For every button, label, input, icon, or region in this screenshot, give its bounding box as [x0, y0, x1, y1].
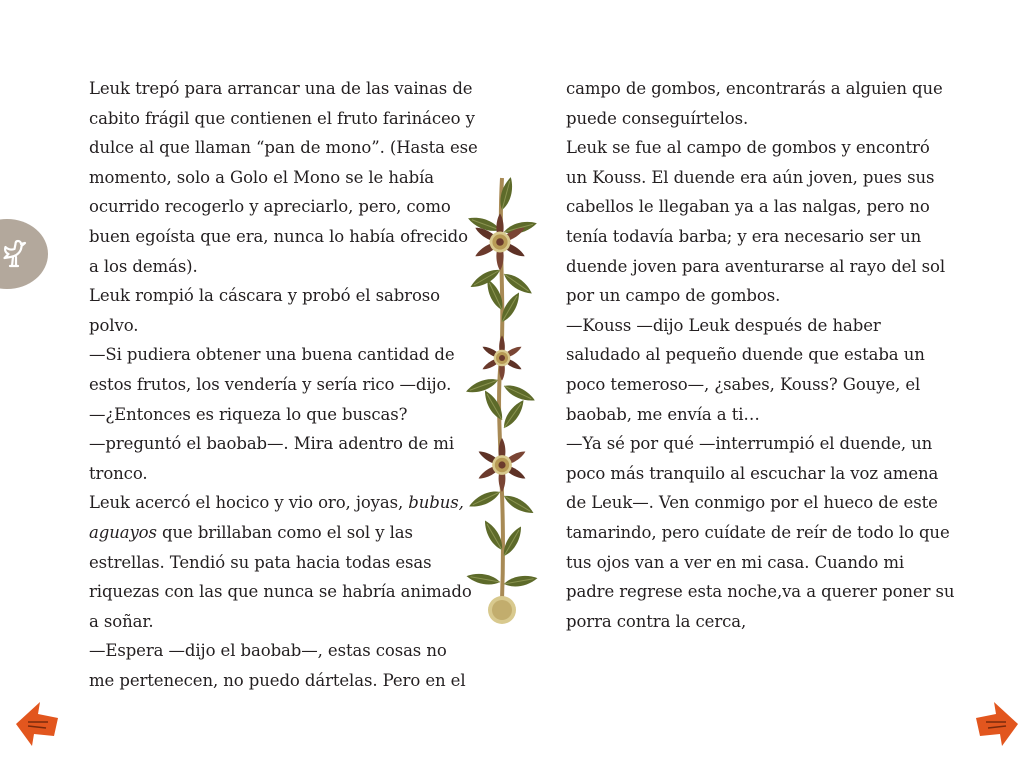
text-line: aguayos que brillaban como el sol y las	[89, 522, 413, 542]
text-line: a soñar.	[89, 611, 154, 631]
text-line: —preguntó el baobab—. Mira adentro de mi	[89, 434, 455, 454]
text-line: cabito frágil que contienen el fruto farináceo y	[89, 108, 475, 128]
text-line: saludado al pequeño duende que estaba un	[566, 345, 925, 365]
text-line: tenía todavía barba; y era necesario ser un	[566, 226, 922, 246]
text-line: momento, solo a Golo el Mono se le había	[89, 167, 435, 187]
previous-page-button[interactable]	[14, 698, 60, 748]
text-line: buen egoísta que era, nunca lo había ofrecido	[89, 226, 468, 246]
text-line: —Espera —dijo el baobab—, estas cosas no	[89, 641, 447, 661]
text-line: polvo.	[89, 315, 139, 335]
text-line: tamarindo, pero cuídate de reír de todo lo que	[566, 522, 950, 542]
text-line: estrellas. Tendió su pata hacia todas esas	[89, 552, 432, 572]
text-line: porra contra la cerca,	[566, 611, 747, 631]
text-line: por un campo de gombos.	[566, 286, 781, 306]
text-line: tus ojos van a ver en mi casa. Cuando mi	[566, 552, 905, 572]
text-line: —Si pudiera obtener una buena cantidad de	[89, 345, 455, 365]
text-line: —Ya sé por qué —interrumpió el duende, un	[566, 434, 933, 454]
text-line: riquezas con las que nunca se habría animado	[89, 582, 472, 602]
text-line: duende joven para aventurarse al rayo del sol	[566, 256, 946, 276]
text-line: Leuk acercó el hocico y vio oro, joyas, bubus,	[89, 493, 464, 513]
text-line: campo de gombos, encontrarás a alguien que	[566, 79, 943, 98]
text-line: Leuk rompió la cáscara y probó el sabroso	[89, 286, 440, 306]
left-text-column	[89, 74, 478, 695]
text-line: ocurrido recogerlo y apreciarlo, pero, como	[89, 197, 451, 217]
text-line: tronco.	[89, 463, 148, 483]
arrow-left-icon	[14, 698, 60, 748]
text-line: dulce al que llaman “pan de mono”. (Hasta ese	[89, 138, 478, 158]
arrow-right-icon	[974, 698, 1020, 748]
text-line: a los demás).	[89, 256, 198, 276]
text-line: me pertenecen, no puedo dártelas. Pero en el	[89, 670, 466, 690]
text-line: cabellos le llegaban ya a las nalgas, pero no	[566, 197, 930, 217]
text-line: poco temeroso—, ¿sabes, Kouss? Gouye, el	[566, 374, 921, 394]
text-line: Leuk se fue al campo de gombos y encontró	[566, 138, 930, 158]
right-text-column	[566, 74, 955, 636]
bird-icon	[2, 237, 28, 271]
menu-tab[interactable]	[0, 219, 48, 289]
text-line: Leuk trepó para arrancar una de las vainas de	[89, 79, 473, 98]
flower-vine-decoration	[462, 170, 542, 630]
text-line: de Leuk—. Ven conmigo por el hueco de este	[566, 493, 938, 513]
text-line: —Kouss —dijo Leuk después de haber	[566, 315, 881, 335]
text-line: padre regrese esta noche,va a querer poner su	[566, 582, 955, 602]
next-page-button[interactable]	[974, 698, 1020, 748]
text-line: baobab, me envía a ti…	[566, 404, 760, 424]
text-line: puede conseguírtelos.	[566, 108, 749, 128]
text-line: poco más tranquilo al escuchar la voz amena	[566, 463, 939, 483]
text-line: estos frutos, los vendería y sería rico —dijo.	[89, 374, 452, 394]
text-line: —¿Entonces es riqueza lo que buscas?	[89, 404, 408, 424]
text-line: un Kouss. El duende era aún joven, pues sus	[566, 167, 935, 187]
